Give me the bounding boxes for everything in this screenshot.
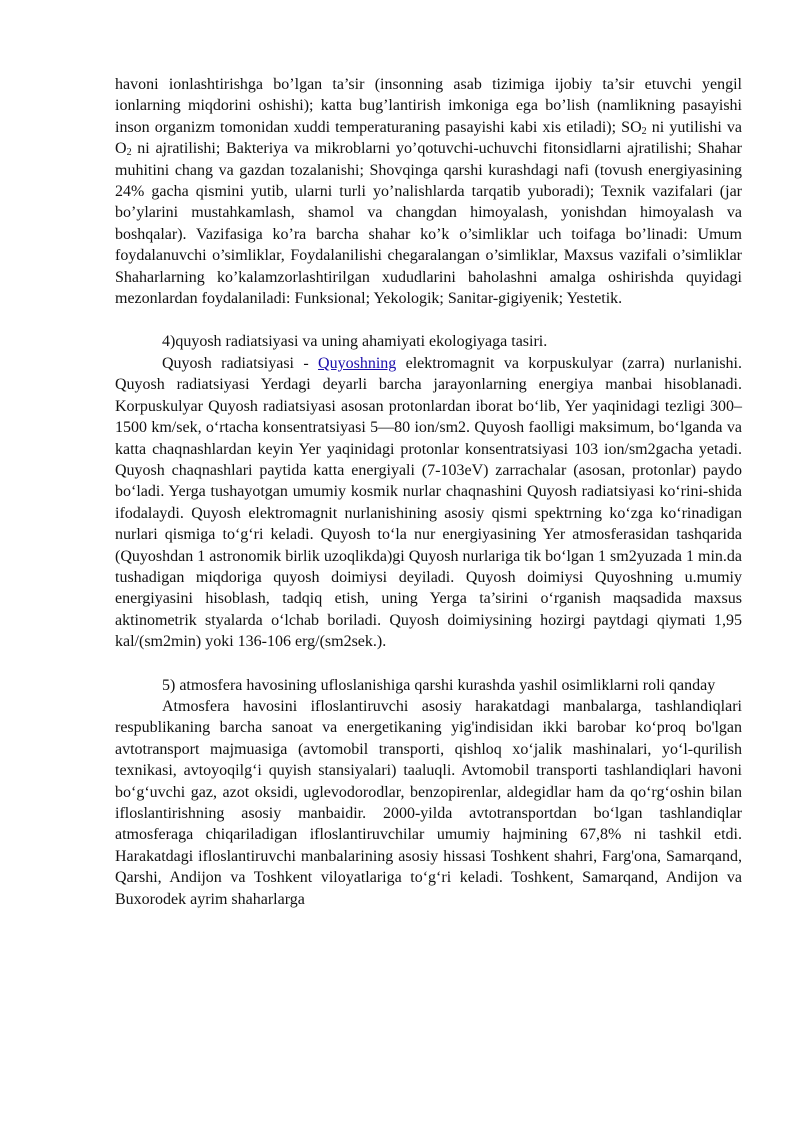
paragraph-text: elektromagnit va korpuskulyar (zarra) nurlanishi. Quyosh radiatsiyasi Yerdagi deyarli barcha jarayonlarning energiya manbai hisoblanadi. Korpuskulyar Quyosh radiatsiyasi asosan protonlardan iborat bo‘lib, Yer yaqinidagi tezligi 300–1500 km/sek, o‘rtacha konsentratsiyasi 5—80 ion/sm2. Quyosh faolligi maksimum, bo‘lganda va katta chaqnashlardan keyin Yer yaqinidagi protonlar konsentratsiyasi 103 ion/sm2gacha yetadi. Quyosh chaqnashlari paytida katta energiyali (7-103eV) zarrachalar (asosan, protonlar) paydo bo‘ladi. Yerga tushayotgan umumiy kosmik nurlar chaqnashini Quyosh radiatsiyasi ko‘rini-shida ifodalaydi. Quyosh elektromagnit nurlanishining asosiy qismi spektrning ko‘zga ko‘rinadigan nurlari qismiga to‘g‘ri keladi. Quyosh to‘la nur energiyasining Yer atmosferasidan tashqarida (Quyoshdan 1 astronomik birlik uzoqlikda)gi Quyosh nurlariga tik bo‘lgan 1 sm2yuzada 1 min.da tushadigan miqdoriga quyosh doimiysi deyiladi. Quyosh doimiysi Quyoshning u.mumiy energiyasini hisoblash, tadqiq etish, uning Yerga ta’sirini o‘rganish maqsadida maxsus aktinometrik styalarda o‘lchab boriladi. Quyosh doimiysining hozirgi paytdagi qiymati 1,95 kal/(sm2min) yoki 136-106 erg/(sm2sek.). <box>115 354 743 651</box>
section-heading-5: 5) atmosfera havosining ufloslanishiga qarshi kurashda yashil osimliklarni roli qanday <box>162 676 716 694</box>
paragraph-text: ni ajratilishi; Bakteriya va mikroblarni yo’qotuvchi-uchuvchi fitonsidlarni ajratilishi; Shahar muhitini chang va gazdan tozalanishi; Shovqinga qarshi kurashdagi nafi (tovush energiyasining 24% gacha qismini yutib, ularni turli yo’nalishlarda tarqatib yuboradi); Texnik vazifalari (jar bo’ylarini mustahkamlash, shamol va changdan himoyalash, yonishdan himoyalash va boshqalar). Vazifasiga ko’ra barcha shahar ko’k o’simliklar uch toifaga bo’linadi: Umum foydalanuvchi o’simliklar, Foydalanilishi chegaralangan o’simliklar, Maxsus vazifali o’simliklar Shaharlarning ko’kalamzorlashtirilgan xududlarini baholashni amalga oshirishda quyidagi mezonlardan foydalaniladi: Funksional; Yekologik; Sanitar-gigiyenik; Yestetik. <box>115 140 742 308</box>
paragraph-text: Quyosh radiatsiyasi - <box>162 354 319 372</box>
quyoshning-link[interactable]: Quyoshning <box>318 354 397 372</box>
subscript: 2 <box>641 125 647 137</box>
paragraph-solar-radiation <box>115 353 742 653</box>
paragraph-air-pollution: Atmosfera havosini ifloslantiruvchi asosiy harakatdagi manbalarga, tashlandiqlari respublikaning barcha sanoat va energetikaning yig'indisidan ikki barobar ko‘proq bo'lgan avtotransport majmuasiga (avtomobil transporti, qishloq xo‘jalik mashinalari, yo‘l-qurilish texnikasi, avtoyoqilg‘i quyish stansiyalari) taaluqli. Avtomobil transporti tashlandiqlari havoni bo‘g‘uvchi gaz, azot oksidi, uglevodorodlar, benzopirenlar, aldegidlar ham da qo‘rg‘oshin bilan ifloslantirishning asosiy manbaidir. 2000-yilda avtotransportdan bo‘lgan tashlandiqlar atmosferaga chiqariladigan ifloslantiruvchilar umumiy hajmining 67,8% ni tashkil etdi. Harakatdagi ifloslantiruvchi manbalarining asosiy hissasi Toshkent shahri, Farg'ona, Samarqand, Qarshi, Andijon va Toshkent viloyatlariga to‘g‘ri keladi. Toshkent, Samarqand, Andijon va Buxorodek ayrim shaharlarga <box>115 697 742 908</box>
section-heading-4: 4)quyosh radiatsiyasi va uning ahamiyati ekologiyaga tasiri. <box>162 333 548 351</box>
paragraph-text: havoni ionlashtirishga bo’lgan ta’sir (insonning asab tizimiga ijobiy ta’sir etuvchi yengil ionlarning miqdorini oshishi); katta bug’lantirish imkoniga ega bo’lish (namlikning pasayishi inson organizm tomonidan xuddi temperaturaning pasayishi kabi xis etiladi); SO <box>115 76 742 136</box>
paragraph-text: ni yutilishi va O <box>115 118 742 158</box>
subscript: 2 <box>126 147 132 159</box>
paragraph-green-plants-functions <box>115 74 742 309</box>
document-page <box>115 74 742 910</box>
